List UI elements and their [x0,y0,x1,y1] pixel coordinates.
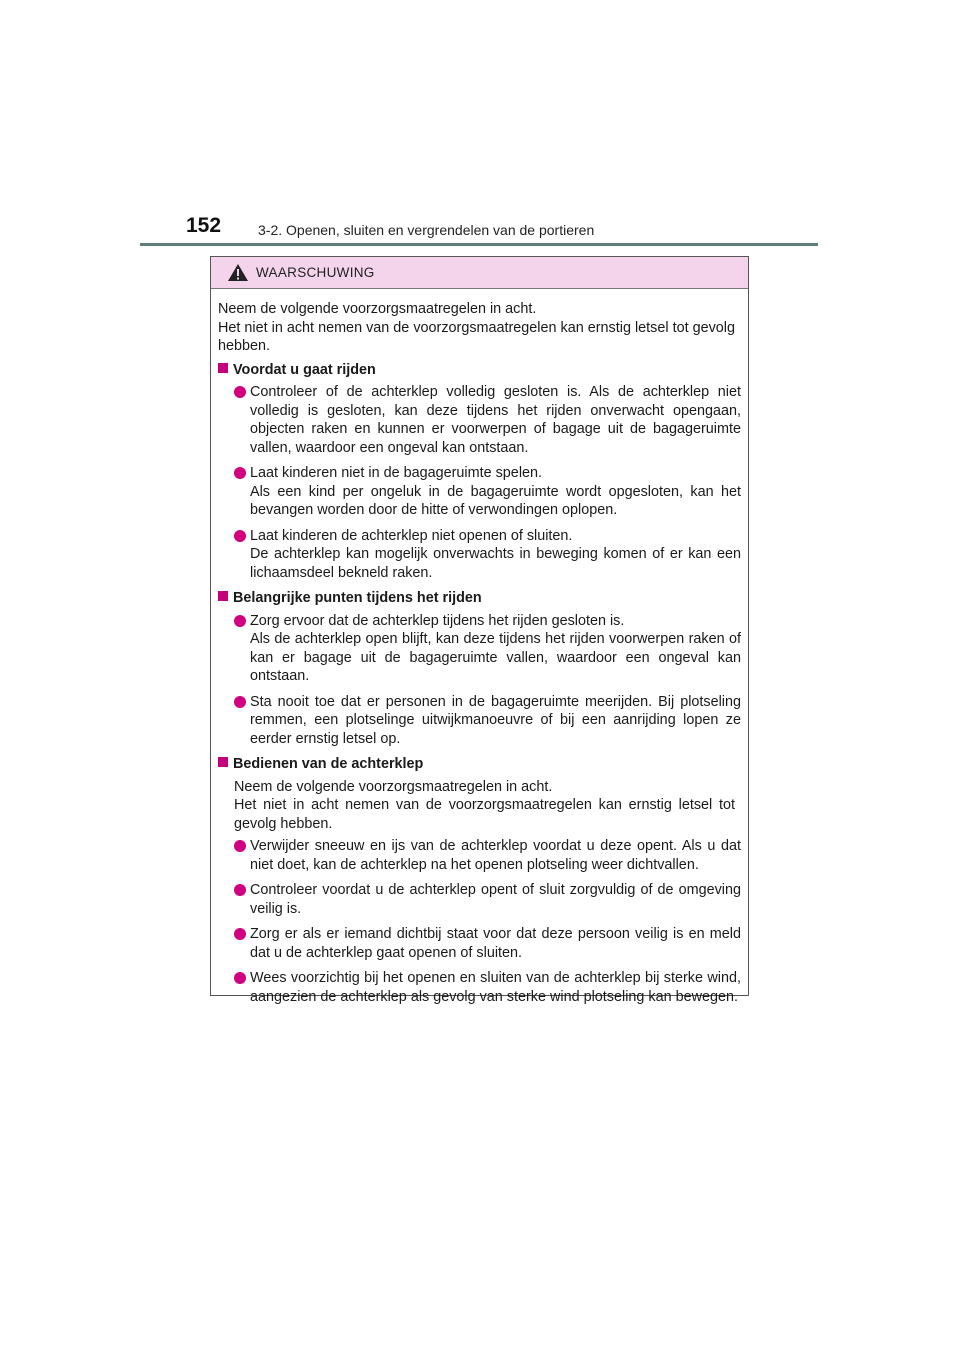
warning-header [211,257,748,289]
section-content [218,778,741,1007]
circle-bullet-icon [234,884,246,896]
section-heading: Voordat u gaat rijden [218,361,741,380]
list-item: Zorg er als er iemand dichtbij staat voor dat deze persoon veilig is en meld dat u de achterklep gaat openen of sluiten. [234,925,741,962]
list-item: Verwijder sneeuw en ijs van de achterklep voordat u deze opent. Als u dat niet doet, kan de achterklep na het openen plotseling weer dichtvallen. [234,837,741,874]
page-number: 152 [186,214,222,237]
square-bullet-icon [218,363,228,373]
warning-intro-line: Neem de volgende voorzorgsmaatregelen in acht. [218,301,537,317]
circle-bullet-icon [234,615,246,627]
section-content [218,612,741,749]
circle-bullet-icon [234,530,246,542]
warning-intro-line: Het niet in acht nemen van de voorzorgsmaatregelen kan ernstig letsel tot gevolg hebben. [218,319,735,354]
header-rule [140,243,818,246]
list-item: Controleer voordat u de achterklep opent of sluit zorgvuldig of de omgeving veilig is. [234,881,741,918]
section-title: 3-2. Openen, sluiten en vergrendelen van de portieren [258,222,595,238]
list-item: Wees voorzichtig bij het openen en sluiten van de achterklep bij sterke wind, aangezien de achterklep als gevolg van sterke wind plotseling kan bewegen. [234,969,741,1006]
circle-bullet-icon [234,840,246,852]
circle-bullet-icon [234,696,246,708]
list-item: Controleer of de achterklep volledig gesloten is. Als de achterklep niet volledig is gesloten, kan deze tijdens het rijden onverwacht opengaan, objecten raken en kunnen er voorwerpen of bagage uit de bagageruimte vallen, waardoor een ongeval kan ontstaan. [234,383,741,457]
circle-bullet-icon [234,386,246,398]
warning-triangle-icon [227,263,249,282]
square-bullet-icon [218,757,228,767]
warning-title: WAARSCHUWING [256,265,375,280]
circle-bullet-icon [234,467,246,479]
square-bullet-icon [218,591,228,601]
section-heading: Bedienen van de achterklep [218,755,741,774]
circle-bullet-icon [234,972,246,984]
list-item: Sta nooit toe dat er personen in de bagageruimte meerijden. Bij plotseling remmen, een plotselinge uitwijkmanoeuvre of bij een aanrijding lopen ze eerder ernstig letsel op. [234,693,741,749]
list-item: Zorg ervoor dat de achterklep tijdens het rijden gesloten is. Als de achterklep open blijft, kan deze tijdens het rijden voorwerpen raken of kan er bagage uit de bagageruimte vallen, waardoor een ongeval kan ontstaan. [234,612,741,686]
section-heading: Belangrijke punten tijdens het rijden [218,589,741,608]
warning-body [211,289,748,1006]
section-content [218,383,741,582]
warning-box [210,256,749,1005]
list-item: Laat kinderen de achterklep niet openen of sluiten. De achterklep kan mogelijk onverwachts in beweging komen of er kan een lichaamsdeel bekneld raken. [234,527,741,583]
list-item: Laat kinderen niet in de bagageruimte spelen. Als een kind per ongeluk in de bagageruimte wordt opgesloten, kan het bevangen worden door de hitte of verwondingen oplopen. [234,464,741,520]
circle-bullet-icon [234,928,246,940]
section-intro-line: Het niet in acht nemen van de voorzorgsmaatregelen kan ernstig letsel tot gevolg hebben. [234,797,735,832]
section-intro-line: Neem de volgende voorzorgsmaatregelen in acht. [234,778,553,795]
